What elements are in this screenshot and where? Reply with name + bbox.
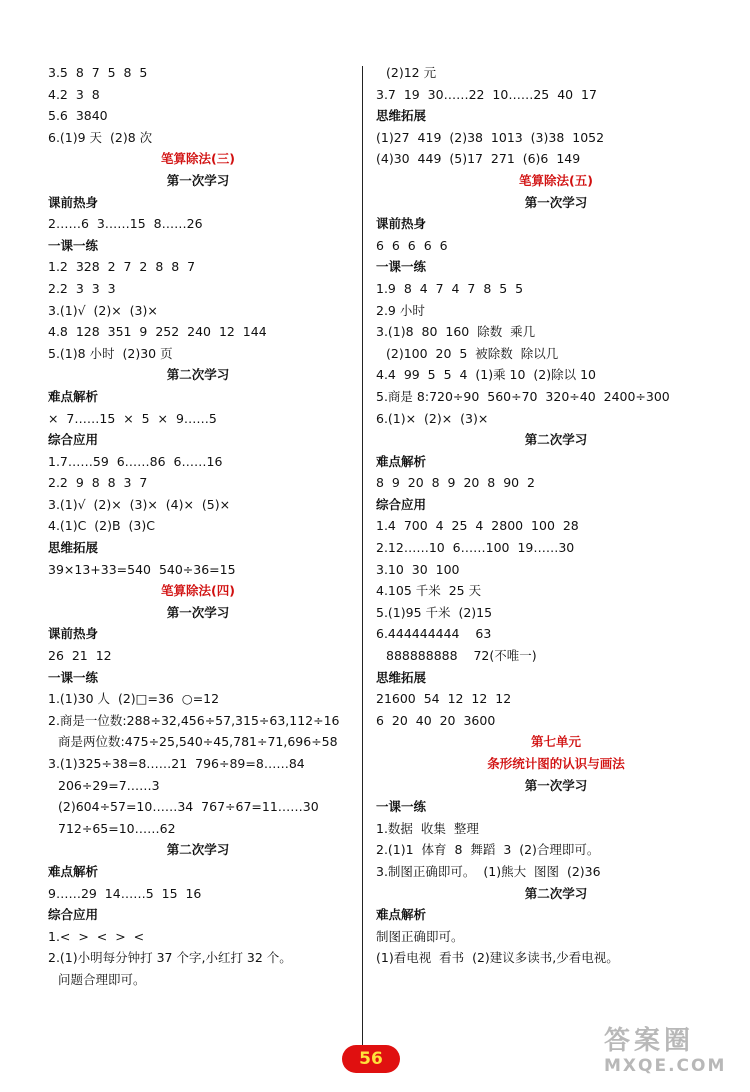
section-heading: 难点解析 [48,863,99,879]
answer-line: 2.商是一位数:288÷32,456÷57,315÷63,112÷16 [48,712,340,728]
answer-line: 5.商是 8:720÷90 560÷70 320÷40 2400÷300 [376,388,670,404]
section-heading: 课前热身 [48,626,99,642]
answer-line: 1.9 8 4 7 4 7 8 5 5 [376,280,524,296]
answer-line: 5.6 3840 [48,108,108,124]
lesson-subtitle: 第一次学习 [166,172,230,188]
lesson-subtitle: 第二次学习 [166,367,230,383]
lesson-subtitle: 第二次学习 [524,885,588,901]
section-heading: 课前热身 [376,216,427,232]
page-number-badge [342,1045,400,1073]
chapter-title: 笔算除法(三) [161,151,235,167]
answer-line: (1)27 419 (2)38 1013 (3)38 1052 [376,129,605,145]
section-heading: 一课一练 [376,259,427,275]
section-heading: 难点解析 [376,907,427,923]
right-column [376,62,736,969]
answer-line: 26 21 12 [48,648,112,664]
answer-line: 21600 54 12 12 12 [376,691,512,707]
lesson-subtitle: 第一次学习 [166,604,230,620]
left-column [48,62,348,991]
answer-line: 9……29 14……5 15 16 [48,885,202,901]
section-heading: 思维拓展 [376,669,427,685]
answer-line: 制图正确即可。 [376,928,464,944]
answer-line: 3.制图正确即可。 (1)熊大 图图 (2)36 [376,863,601,879]
page-number: 56 [359,1049,383,1069]
chapter-title: 条形统计图的认识与画法 [487,756,625,771]
answer-line: 3.(1)8 80 160 除数 乘几 [376,324,536,340]
answer-line: 1.2 328 2 7 2 8 8 7 [48,259,196,275]
answer-line: 4.(1)C (2)B (3)C [48,518,155,534]
answer-line: 39×13+33=540 540÷36=15 [48,561,236,577]
section-heading: 一课一练 [48,237,99,253]
answer-line-continued: 206÷29=7……3 [58,777,160,793]
answer-line: 1.< > < > < [48,928,145,944]
lesson-subtitle: 第二次学习 [166,842,230,858]
answer-line: 5.(1)8 小时 (2)30 页 [48,345,173,361]
answer-line: 3.5 8 7 5 8 5 [48,65,148,80]
answer-line: 4.105 千米 25 天 [376,583,482,599]
answer-line: 4.4 99 5 5 4 (1)乘 10 (2)除以 10 [376,367,596,383]
answer-line: 2.(1)1 体育 8 舞蹈 3 (2)合理即可。 [376,842,600,858]
answer-line: 6.(1)× (2)× (3)× [376,410,489,426]
lesson-subtitle: 第一次学习 [524,777,588,793]
answer-line: (4)30 449 (5)17 271 (6)6 149 [376,151,581,167]
answer-line-continued: (2)12 元 [386,65,437,80]
column-divider [362,66,363,1056]
answer-line: × 7……15 × 5 × 9……5 [48,410,217,426]
section-heading: 综合应用 [48,432,99,448]
section-heading: 难点解析 [376,453,427,469]
answer-line: 3.10 30 100 [376,561,460,577]
answer-line: 3.7 19 30……22 10……25 40 17 [376,86,597,102]
answer-line: 1.(1)30 人 (2)□=36 ○=12 [48,691,220,707]
section-heading: 一课一练 [376,799,427,815]
lesson-subtitle: 第一次学习 [524,194,588,210]
watermark-line-2: MXQE.COM [604,1056,727,1076]
answer-line: 2.2 9 8 8 3 7 [48,475,148,491]
answer-line: 4.2 3 8 [48,86,100,102]
answer-line: 1.7……59 6……86 6……16 [48,453,223,469]
lesson-subtitle: 第二次学习 [524,432,588,448]
answer-line: (1)看电视 看书 (2)建议多读书,少看电视。 [376,950,619,966]
answer-line: 1.4 700 4 25 4 2800 100 28 [376,518,579,534]
answer-line: 6 20 40 20 3600 [376,712,496,728]
answer-line: 3.(1)325÷38=8……21 796÷89=8……84 [48,756,305,771]
answer-line: 6 6 6 6 6 [376,237,448,253]
answer-line-continued: 问题合理即可。 [58,971,146,987]
section-heading: 一课一练 [48,669,99,685]
section-heading: 难点解析 [48,388,99,404]
answer-line-continued: (2)100 20 5 被除数 除以几 [386,345,559,361]
chapter-title: 第七单元 [530,734,581,750]
answer-line: 2.9 小时 [376,302,425,318]
answer-line-continued: 888888888 72(不唯一) [386,648,537,664]
chapter-title: 笔算除法(五) [519,172,593,188]
answer-line-continued: (2)604÷57=10……34 767÷67=11……30 [58,799,319,815]
answer-line: 2……6 3……15 8……26 [48,216,203,232]
answer-line: 4.8 128 351 9 252 240 12 144 [48,324,267,340]
answer-line: 5.(1)95 千米 (2)15 [376,604,493,620]
answer-line: 2.(1)小明每分钟打 37 个字,小红打 32 个。 [48,950,292,966]
answer-line-continued: 商是两位数:475÷25,540÷45,781÷71,696÷58 [58,734,338,750]
watermark-line-1: 答案圈 [604,1026,695,1056]
answer-line: 3.(1)√ (2)× (3)× [48,302,158,318]
answer-line-continued: 712÷65=10……62 [58,820,176,836]
answer-line: 2.2 3 3 3 [48,280,116,296]
section-heading: 思维拓展 [48,540,99,556]
watermark-logo [604,1026,742,1086]
answer-line: 2.12……10 6……100 19……30 [376,540,575,556]
answer-line: 8 9 20 8 9 20 8 90 2 [376,475,536,491]
section-heading: 思维拓展 [376,108,427,124]
chapter-title: 笔算除法(四) [161,583,235,599]
answer-line: 6.(1)9 天 (2)8 次 [48,129,153,145]
answer-line: 1.数据 收集 整理 [376,820,479,836]
section-heading: 课前热身 [48,194,99,210]
answer-line: 6.444444444 63 [376,626,492,642]
section-heading: 综合应用 [48,907,99,923]
answer-line: 3.(1)√ (2)× (3)× (4)× (5)× [48,496,231,512]
section-heading: 综合应用 [376,496,427,512]
